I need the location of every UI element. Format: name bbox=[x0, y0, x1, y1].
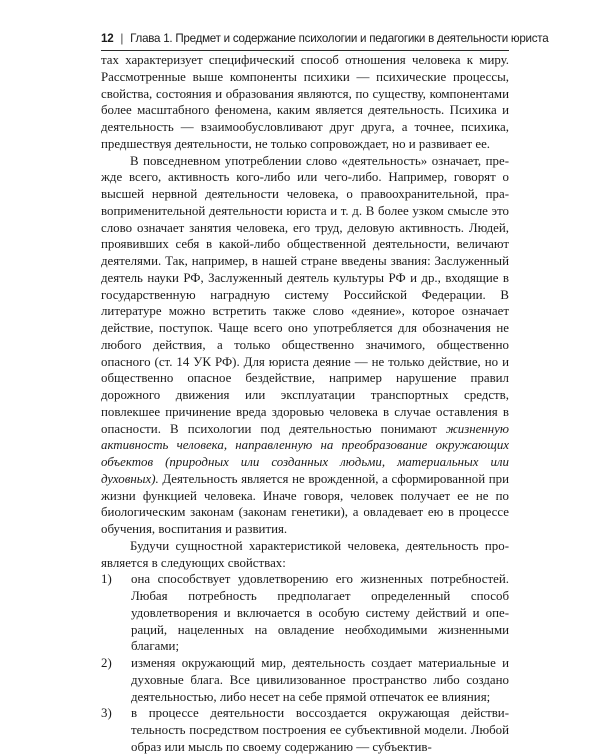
chapter-title: Глава 1. Предмет и содержание психологии и педагогики в деятельности юриста bbox=[130, 32, 549, 45]
list-item-number: 1) bbox=[101, 572, 112, 587]
paragraph bbox=[101, 153, 509, 538]
text-run: Будучи сущностной характеристикой человека, деятельность проявляется в следующих свойствах: bbox=[101, 538, 509, 570]
list-item-text: она способствует удовлетворению его жизненных потребностей. Любая потребность предполагает определенный способ удовлетворения и включается в особую систему действий и операций, нацеленных на овладение необходимыми жизненными благами; bbox=[131, 572, 509, 654]
text-run: Деятельность является не врожденной, а сформированной при жизни функцией человека. Иначе говоря, человек получает ее не по биологическим законам (законам генетики), а овладевает ею в процессе обучения, воспитания и развития. bbox=[101, 471, 509, 536]
list-item-number: 3) bbox=[101, 706, 112, 721]
header-rule bbox=[101, 50, 509, 51]
text-run: В повседневном употреблении слово «деятельность» означает, прежде всего, активность кого-либо или чего-либо. Например, говорят о высшей нервной деятельности человека, о правоохранительной, правоприменительной деятельности юриста и т. д. В более узком смысле это слово означает занятия человека, его труд, деловую активность. Людей, проявивших себя в какой-либо общественной деятельности, величают деятелями. Так, например, в нашей стране введены звания: Заслуженный деятель науки РФ, Заслуженный деятель культуры РФ и др., входящие в государственную наградную систему Российской Федерации. В литературе можно встретить также слово «деяние», которое означает действие, поступок. Чаще всего оно употребляется для обозначения не любого действия, а только общественно значимого, общественно опасного (ст. 14 УК РФ). Для юриста деяние — не только действие, но и общественно опасное бездействие, например нарушение правил дорожного движения или эксплуатации транспортных средств, повлекшее причинение вреда здоровью человека в случае оставления в опасности. В психологии под деятельностью понимают bbox=[101, 153, 509, 436]
list-item-text: изменяя окружающий мир, деятельность создает материальные и духовные блага. Все цивилизованное пространство либо создано деятельностью, либо несет на себе прямой отпечаток ее влияния; bbox=[131, 656, 509, 704]
page-number: 12 bbox=[101, 32, 114, 45]
italic-definition: жизненную активность человека, направленную на преобразование окружающих объектов (природных или созданных людьми, материальных или духовных). bbox=[101, 421, 509, 486]
list-item bbox=[101, 705, 509, 755]
list-item bbox=[101, 571, 509, 655]
paragraph bbox=[101, 52, 509, 153]
running-header bbox=[101, 31, 549, 47]
paragraph bbox=[101, 538, 509, 572]
list-item-text: в процессе деятельности воссоздается окружающая действительность посредством построения ее субъективной модели. Любой образ или мысль по своему содержанию — субъектив- bbox=[131, 706, 509, 754]
header-separator: | bbox=[120, 32, 124, 45]
list-item bbox=[101, 655, 509, 705]
properties-list bbox=[101, 571, 509, 755]
page-body bbox=[101, 52, 509, 756]
text-run: тах характеризует специфический способ отношения человека к миру. Рассмотренные выше компоненты психики — психические процессы, свойства, состояния и образования являются, по существу, компонентами более масштабного феномена, каким является деятельность. Психика и деятельность — взаимообусловливают друг друга, а точнее, психика, предшествуя деятельности, не только сопровождает, но и развивает ее. bbox=[101, 53, 509, 151]
list-item-number: 2) bbox=[101, 656, 112, 670]
